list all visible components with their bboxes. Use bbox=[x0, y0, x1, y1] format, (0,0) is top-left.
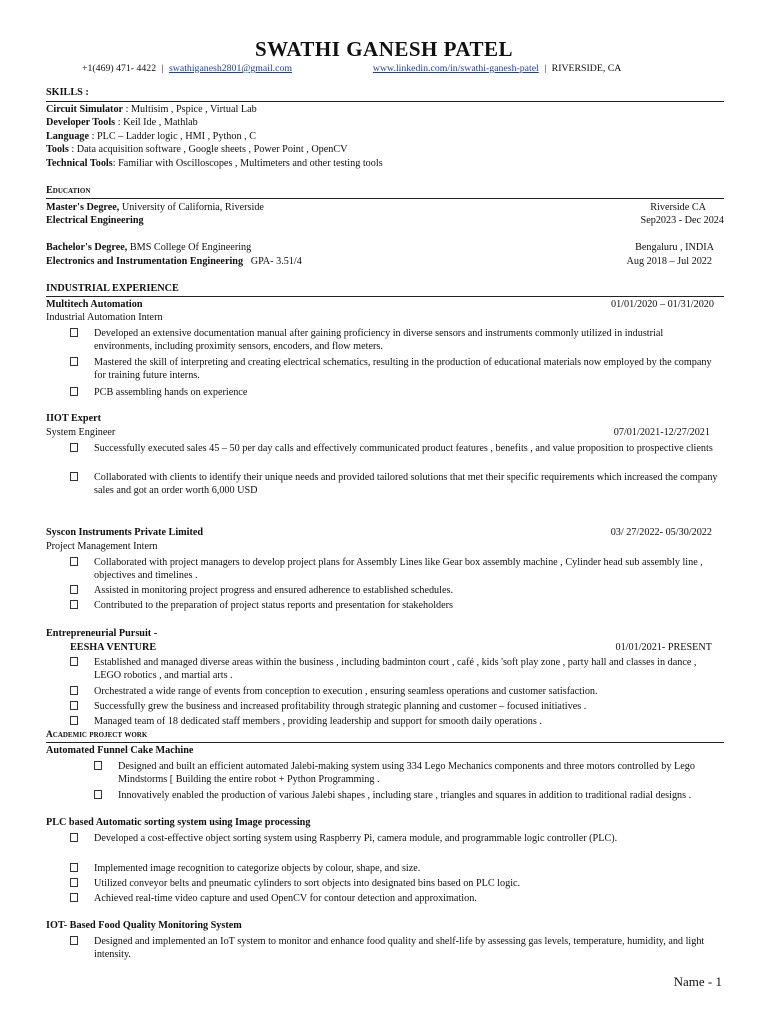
company-name: Syscon Instruments Private Limited bbox=[46, 527, 204, 538]
page-footer: Name - 1 bbox=[673, 974, 722, 989]
degree: Bachelor's Degree, bbox=[46, 242, 128, 253]
bullet-item: Successfully executed sales 45 – 50 per day calls and effectively communicated product features , benefits , and value proposition to prospective clients bbox=[94, 442, 719, 455]
skill-value: : Multisim , Pspice , Virtual Lab bbox=[123, 104, 257, 115]
bullet-icon bbox=[70, 443, 78, 452]
phone-number: +1(469) 471- 4422 bbox=[82, 63, 157, 74]
skill-value: : Familiar with Oscilloscopes , Multimeters and other testing tools bbox=[112, 158, 383, 169]
bullet-icon bbox=[70, 833, 78, 842]
bullet-item: Collaborated with project managers to develop project plans for Assembly Lines like Gear box assembly machine , Cylinder head sub assembly line , objectives and timelines . bbox=[94, 556, 719, 583]
project-title: IOT- Based Food Quality Monitoring System bbox=[46, 920, 242, 931]
skill-row bbox=[46, 116, 198, 129]
gpa: GPA- 3.51/4 bbox=[243, 256, 302, 267]
section-divider bbox=[46, 198, 724, 199]
bullet-icon bbox=[94, 790, 102, 799]
skill-row bbox=[46, 143, 348, 156]
bullet-item: Innovatively enabled the production of various Jalebi shapes , including stare , triangles and squares in addition to traditional radial designs . bbox=[118, 789, 708, 802]
section-divider bbox=[46, 101, 724, 102]
bullet-item: Assisted in monitoring project progress and ensured adherence to established schedules. bbox=[94, 584, 719, 597]
venture-name: EESHA VENTURE bbox=[70, 642, 157, 653]
bullet-item: Utilized conveyor belts and pneumatic cylinders to sort objects into designated bins based on PLC logic. bbox=[94, 877, 719, 890]
company-name: Multitech Automation bbox=[46, 299, 143, 310]
bullet-icon bbox=[70, 893, 78, 902]
bullet-item: Achieved real-time video capture and used OpenCV for contour detection and approximation. bbox=[94, 892, 719, 905]
separator: | bbox=[161, 63, 164, 74]
bullet-icon bbox=[70, 863, 78, 872]
location: RIVERSIDE, CA bbox=[551, 63, 622, 74]
bullet-item: Established and managed diverse areas within the business , including badminton court , café , kids 'soft play zone , party hall and classes in dance , LEGO robotics , and martial arts . bbox=[94, 656, 719, 683]
skill-row bbox=[46, 130, 256, 143]
skill-label: Developer Tools bbox=[46, 117, 116, 128]
field-line bbox=[46, 255, 302, 268]
edu-location: Bengaluru , INDIA bbox=[635, 242, 714, 253]
skill-row bbox=[46, 157, 383, 170]
company-name: Entrepreneurial Pursuit - bbox=[46, 628, 158, 639]
job-dates: 03/ 27/2022- 05/30/2022 bbox=[610, 527, 712, 538]
skill-label: Technical Tools bbox=[46, 158, 113, 169]
bullet-item: Managed team of 18 dedicated staff members , providing leadership and support for smooth daily operations . bbox=[94, 715, 719, 728]
candidate-name: SWATHI GANESH PATEL bbox=[254, 37, 514, 61]
degree-line bbox=[46, 241, 251, 254]
job-dates: 07/01/2021-12/27/2021 bbox=[613, 427, 710, 438]
skill-value: : PLC – Ladder logic , HMI , Python , C bbox=[89, 131, 256, 142]
education-heading: Education bbox=[46, 185, 91, 196]
bullet-icon bbox=[70, 600, 78, 609]
separator: | bbox=[544, 63, 547, 74]
skill-label: Language bbox=[46, 131, 90, 142]
edu-dates: Aug 2018 – Jul 2022 bbox=[626, 256, 712, 267]
school: University of California, Riverside bbox=[119, 202, 264, 213]
skill-value: : Keil Ide , Mathlab bbox=[115, 117, 198, 128]
bullet-item: Successfully grew the business and increased profitability through strategic planning and customer – focused initiatives . bbox=[94, 700, 719, 713]
bullet-icon bbox=[70, 657, 78, 666]
project-title: Automated Funnel Cake Machine bbox=[46, 745, 194, 756]
field-of-study: Electronics and Instrumentation Engineering bbox=[46, 256, 244, 267]
bullet-icon bbox=[70, 328, 78, 337]
bullet-item: Contributed to the preparation of project status reports and presentation for stakeholders bbox=[94, 599, 719, 612]
bullet-icon bbox=[70, 936, 78, 945]
company-name: IIOT Expert bbox=[46, 413, 102, 424]
section-divider bbox=[46, 296, 724, 297]
bullet-icon bbox=[70, 878, 78, 887]
skill-label: Circuit Simulator bbox=[46, 104, 124, 115]
job-role: System Engineer bbox=[46, 427, 116, 438]
bullet-icon bbox=[70, 701, 78, 710]
edu-location: Riverside CA bbox=[650, 202, 706, 213]
degree: Master's Degree, bbox=[46, 202, 120, 213]
academic-heading: Academic project work bbox=[46, 730, 148, 740]
project-title: PLC based Automatic sorting system using Image processing bbox=[46, 817, 311, 828]
skill-row bbox=[46, 103, 257, 116]
bullet-item: Developed a cost-effective object sorting system using Raspberry Pi, camera module, and programmable logic controller (PLC). bbox=[94, 832, 719, 845]
bullet-icon bbox=[70, 686, 78, 695]
edu-dates: Sep2023 - Dec 2024 bbox=[640, 215, 724, 226]
bullet-item: Designed and built an efficient automated Jalebi-making system using 334 Lego Mechanics components and three motors controlled by Lego Mindstorms [ Building the entire robot + Python Programming . bbox=[118, 760, 708, 787]
bullet-item: Designed and implemented an IoT system to monitor and enhance food quality and shelf-life by assessing gas levels, temperature, humidity, and light intensity. bbox=[94, 935, 719, 962]
bullet-icon bbox=[94, 761, 102, 770]
email-link[interactable]: swathiganesh2801@gmail.com bbox=[168, 63, 292, 74]
degree-line bbox=[46, 201, 264, 214]
skill-label: Tools bbox=[46, 144, 69, 155]
bullet-icon bbox=[70, 472, 78, 481]
bullet-item: Collaborated with clients to identify their unique needs and provided tailored solutions that met their specific requirements which increased the company sales and got an order worth 6,000 USD bbox=[94, 471, 719, 498]
job-dates: 01/01/2021- PRESENT bbox=[615, 642, 712, 653]
skills-heading: SKILLS : bbox=[46, 87, 89, 98]
experience-heading: INDUSTRIAL EXPERIENCE bbox=[46, 283, 179, 294]
bullet-item: Developed an extensive documentation manual after gaining proficiency in diverse sensors and instruments commonly utilized in industrial environments, including proximity sensors, encoders, and flow meters. bbox=[94, 327, 719, 354]
bullet-item: PCB assembling hands on experience bbox=[94, 386, 719, 399]
contact-line bbox=[82, 63, 621, 76]
bullet-item: Implemented image recognition to categorize objects by colour, shape, and size. bbox=[94, 862, 719, 875]
bullet-icon bbox=[70, 585, 78, 594]
bullet-item: Mastered the skill of interpreting and creating electrical schematics, resulting in the production of educational materials now employed by the company for training future interns. bbox=[94, 356, 719, 383]
field-of-study: Electrical Engineering bbox=[46, 215, 144, 226]
bullet-icon bbox=[70, 716, 78, 725]
skill-value: : Data acquisition software , Google sheets , Power Point , OpenCV bbox=[68, 144, 348, 155]
school: BMS College Of Engineering bbox=[127, 242, 252, 253]
bullet-item: Orchestrated a wide range of events from conception to execution , ensuring seamless operations and customer satisfaction. bbox=[94, 685, 719, 698]
bullet-icon bbox=[70, 357, 78, 366]
bullet-icon bbox=[70, 557, 78, 566]
bullet-icon bbox=[70, 387, 78, 396]
linkedin-link[interactable]: www.linkedin.com/in/swathi-ganesh-patel bbox=[372, 63, 539, 74]
section-divider bbox=[46, 742, 724, 743]
job-role: Industrial Automation Intern bbox=[46, 312, 163, 323]
job-dates: 01/01/2020 – 01/31/2020 bbox=[610, 299, 714, 310]
job-role: Project Management Intern bbox=[46, 541, 158, 552]
